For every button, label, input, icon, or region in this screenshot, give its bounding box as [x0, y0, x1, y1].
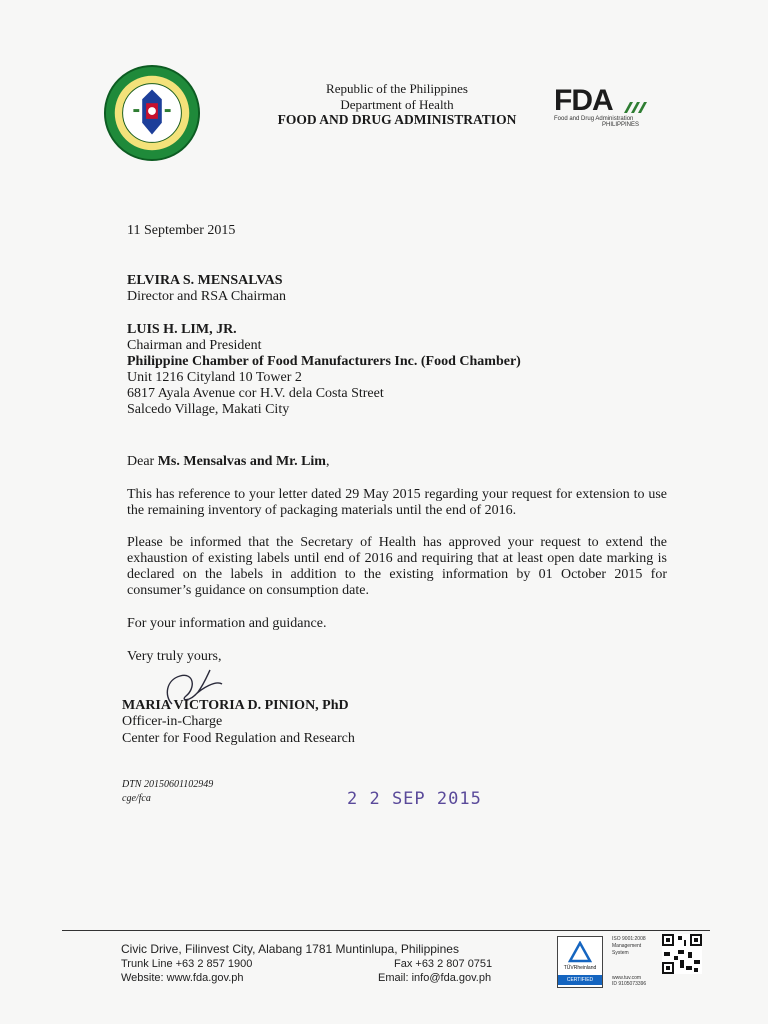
- footer-address: Civic Drive, Filinvest City, Alabang 1781 Muntinlupa, Philippines: [121, 942, 459, 956]
- recipient2-title: Chairman and President: [127, 338, 262, 353]
- document-tracking-number: DTN 20150601102949: [122, 779, 214, 790]
- salutation: [127, 454, 329, 470]
- reference-initials: cge/fca: [122, 793, 151, 804]
- fda-logo-country: PHILIPPINES: [602, 122, 640, 128]
- footer-divider: [62, 930, 710, 931]
- qr-code-icon: [662, 934, 702, 974]
- footer-email: Email: info@fda.gov.ph: [378, 972, 492, 984]
- recipient1-title: Director and RSA Chairman: [127, 289, 287, 304]
- footer-website: Website: www.fda.gov.ph: [121, 972, 244, 984]
- tuv-certification-badge: [557, 936, 603, 988]
- header-agency: FOOD AND DRUG ADMINISTRATION: [277, 112, 517, 127]
- tuv-brand-text: TÜVRheinland: [563, 965, 597, 971]
- body-paragraph-3: For your information and guidance.: [127, 616, 327, 631]
- recipient2-address1: Unit 1216 Cityland 10 Tower 2: [127, 370, 302, 385]
- recipient2-address3: Salcedo Village, Makati City: [127, 402, 290, 417]
- iso-management: Management: [612, 943, 642, 949]
- salutation-names: Ms. Mensalvas and Mr. Lim: [157, 454, 326, 469]
- iso-system: System: [612, 950, 629, 956]
- salutation-suffix: ,: [325, 454, 330, 469]
- tuv-id: ID 9105073396: [612, 981, 647, 987]
- header-republic: Republic of the Philippines: [326, 81, 468, 96]
- signatory-name: MARIA VICTORIA D. PINION, PhD: [122, 698, 349, 713]
- recipient2-address2: 6817 Ayala Avenue cor H.V. dela Costa Street: [127, 386, 384, 401]
- iso-standard: ISO 9001:2008: [612, 936, 646, 942]
- fda-logo-stripes-icon: [622, 100, 648, 114]
- salutation-prefix: Dear: [127, 454, 158, 469]
- footer-fax: Fax +63 2 807 0751: [394, 958, 493, 970]
- closing: Very truly yours,: [127, 649, 222, 664]
- footer-trunk-line: Trunk Line +63 2 857 1900: [121, 958, 253, 970]
- tuv-certified-label: CERTIFIED: [558, 975, 602, 985]
- tuv-triangle-icon: [568, 941, 592, 963]
- received-date-stamp: 2 2 SEP 2015: [347, 789, 482, 809]
- fda-logo-subtitle: Food and Drug Administration: [554, 116, 634, 122]
- letter-date: 11 September 2015: [127, 223, 236, 238]
- body-paragraph-2: Please be informed that the Secretary of Health has approved your request to extend the exhaustion of existing labels until end of 2016 and requiring that at least open date marking is declared on the labels in addition to the existing information by 01 October 2015 for consumer’s guidance on consumption date.: [127, 535, 667, 598]
- recipient1-name: ELVIRA S. MENSALVAS: [127, 273, 283, 288]
- signatory-office: Center for Food Regulation and Research: [122, 731, 355, 746]
- fda-logo: [550, 86, 660, 132]
- tuv-website: www.tuv.com: [612, 975, 642, 981]
- signatory-title: Officer-in-Charge: [122, 714, 223, 729]
- body-paragraph-1: This has reference to your letter dated 29 May 2015 regarding your request for extension to use the remaining inventory of packaging materials until the end of 2016.: [127, 487, 667, 518]
- header-department: Department of Health: [340, 97, 454, 112]
- fda-logo-text: FDA: [554, 84, 613, 117]
- recipient2-organization: Philippine Chamber of Food Manufacturers Inc. (Food Chamber): [127, 354, 521, 369]
- recipient2-name: LUIS H. LIM, JR.: [127, 322, 237, 337]
